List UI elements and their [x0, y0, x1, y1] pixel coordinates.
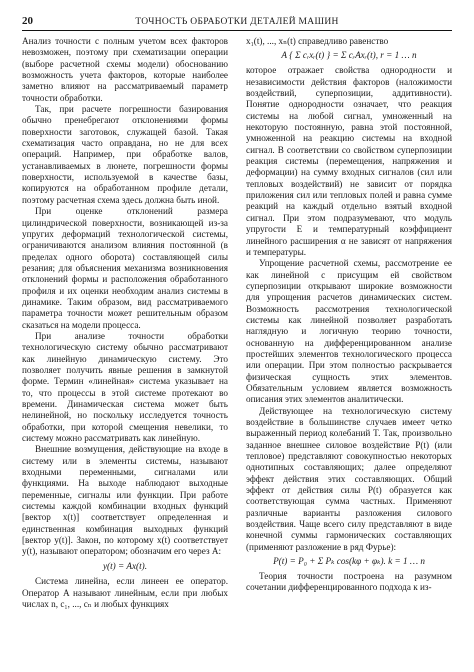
paragraph: При анализе точности обработки технологическую систему обычно рассматривают как линейную динамическую систему. Это позволяет получить явные решения в замкнутой форме. Термин «линейная» система указывает на то, что процессы в этой системе протекают во времени. Динамическая система может быть нелинейной, но поскольку исследуется точность обработки, при которой смещения невелики, то систему можно рассматривать как линейную. [22, 330, 228, 444]
formula-superposition: A { Σ cᵣxᵣ(t) } = Σ cᵣAxᵣ(t), r = 1 … n [281, 50, 417, 61]
formula-fourier: P(t) = P₀ + Σ Pₖ cos(kφ + φₖ). k = 1 … n [273, 556, 425, 567]
header-rule [22, 30, 452, 31]
formula-operator: y(t) = Ax(t). [102, 560, 148, 571]
paragraph: Упрощение расчетной схемы, рассмотрение ее как линейной с присущим ей свойством суперпозиции открывают широкие возможности для упрощения расчетов динамических систем. Возможность рассмотрения технологической системы как линейной позволяет разработать наглядную и логичную теорию точности, основанную на дифференцированном анализе простейших элементов технологического процесса или операции. При этом полностью раскрывается физическая сущность этих элементов. Обязательным условием является возможность описания этих элементов аналитически. [246, 258, 452, 405]
page-header [22, 9, 452, 27]
page-number: 20 [22, 15, 33, 27]
paragraph: Действующее на технологическую систему воздействие в большинстве случаев имеет четко выраженный период колебаний T. Так, произвольно заданное внешнее силовое воздействие P(t) (или тепловое) представляют совокупностью некоторых однотипных составляющих; далее определяют эффект действия этих составляющих. Общий эффект от действия силы P(t) образуется как соответствующая сумма частных. Применяют различные варианты разложения силового воздействия. Чаще всего силу представляют в виде конечной суммы гармонических составляющих (применяют разложение в ряд Фурье): [246, 405, 452, 552]
paragraph: которое отражает свойства однородности и независимости действия факторов (наложимости воздействий, суперпозиции, аддитивности). Понятие однородности означает, что реакция системы на любой сигнал, умноженный на некоторую постоянную, равна этой постоянной, умноженной на реакцию системы на входной сигнал. В соответствии со свойством суперпозиции реакция системы (перемещения, напряжения и деформации) на сумму входных сигналов (сил или тепловых воздействий) не зависит от порядка приложения сил или тепловых полей и равна сумме реакций на каждый отдельно взятый входной сигнал. При этом подразумевают, что модуль упругости E и температурный коэффициент линейного расширения α не зависят от напряжения и температуры. [246, 65, 452, 257]
paragraph: Внешние возмущения, действующие на входе в систему или в элементы системы, называют входными переменными, сигналами или функциями. На выходе наблюдают выходные переменные, сигналы или функции. При работе системы каждой комбинации входных функций [вектор x(t)] соответствует определенная и единственная комбинация выходных функций [вектор y(t)]. Закон, по которому x(t) соответствует y(t), называют оператором; обозначим его через A: [22, 444, 228, 557]
paragraph: Система линейна, если линеен ее оператор. Оператор A называют линейным, если при любых числах n, c₁, ..., cₙ и любых функциях [22, 576, 228, 609]
paragraph: При оценке отклонений размера цилиндрической поверхности, возникающей из-за упругих деформаций технологической системы, ограничиваются анализом влияния постоянной (в пределах одного оборота) составляющей силы резания; для объяснения механизма возникновения отклонений формы и расположения обработанного профиля и их оценки необходим анализ системы в динамике. Таким образом, вид рассматриваемого параметра точности может решительным образом сказаться на модели процесса. [22, 206, 228, 330]
left-column [22, 36, 228, 610]
paragraph: Анализ точности с полным учетом всех факторов невозможен, поэтому при схематизации операции (выборе расчетной схемы модели) обоснованию возможность учета факторов, которые наиболее заметно влияют на рассматриваемый параметр точности обработки. [22, 36, 228, 103]
running-title: ТОЧНОСТЬ ОБРАБОТКИ ДЕТАЛЕЙ МАШИН [135, 17, 339, 27]
paragraph: x₁(t), ..., xₙ(t) справедливо равенство [246, 36, 389, 46]
paragraph: Теория точности построена на разумном сочетании дифференцированного подхода к из- [246, 571, 452, 593]
paragraph: Так, при расчете погрешности базирования обычно пренебрегают отклонениями формы поверхности заготовок, служащей базой. Такая схематизация часто оправдана, но не для всех операций. Например, при обработке валов, устанавливаемых в люнете, погрешности формы поверхности, используемой в качестве базы, копируются на обработанном профиле детали, поэтому расчетная схема здесь должна быть иной. [22, 104, 228, 205]
right-column [246, 36, 452, 594]
